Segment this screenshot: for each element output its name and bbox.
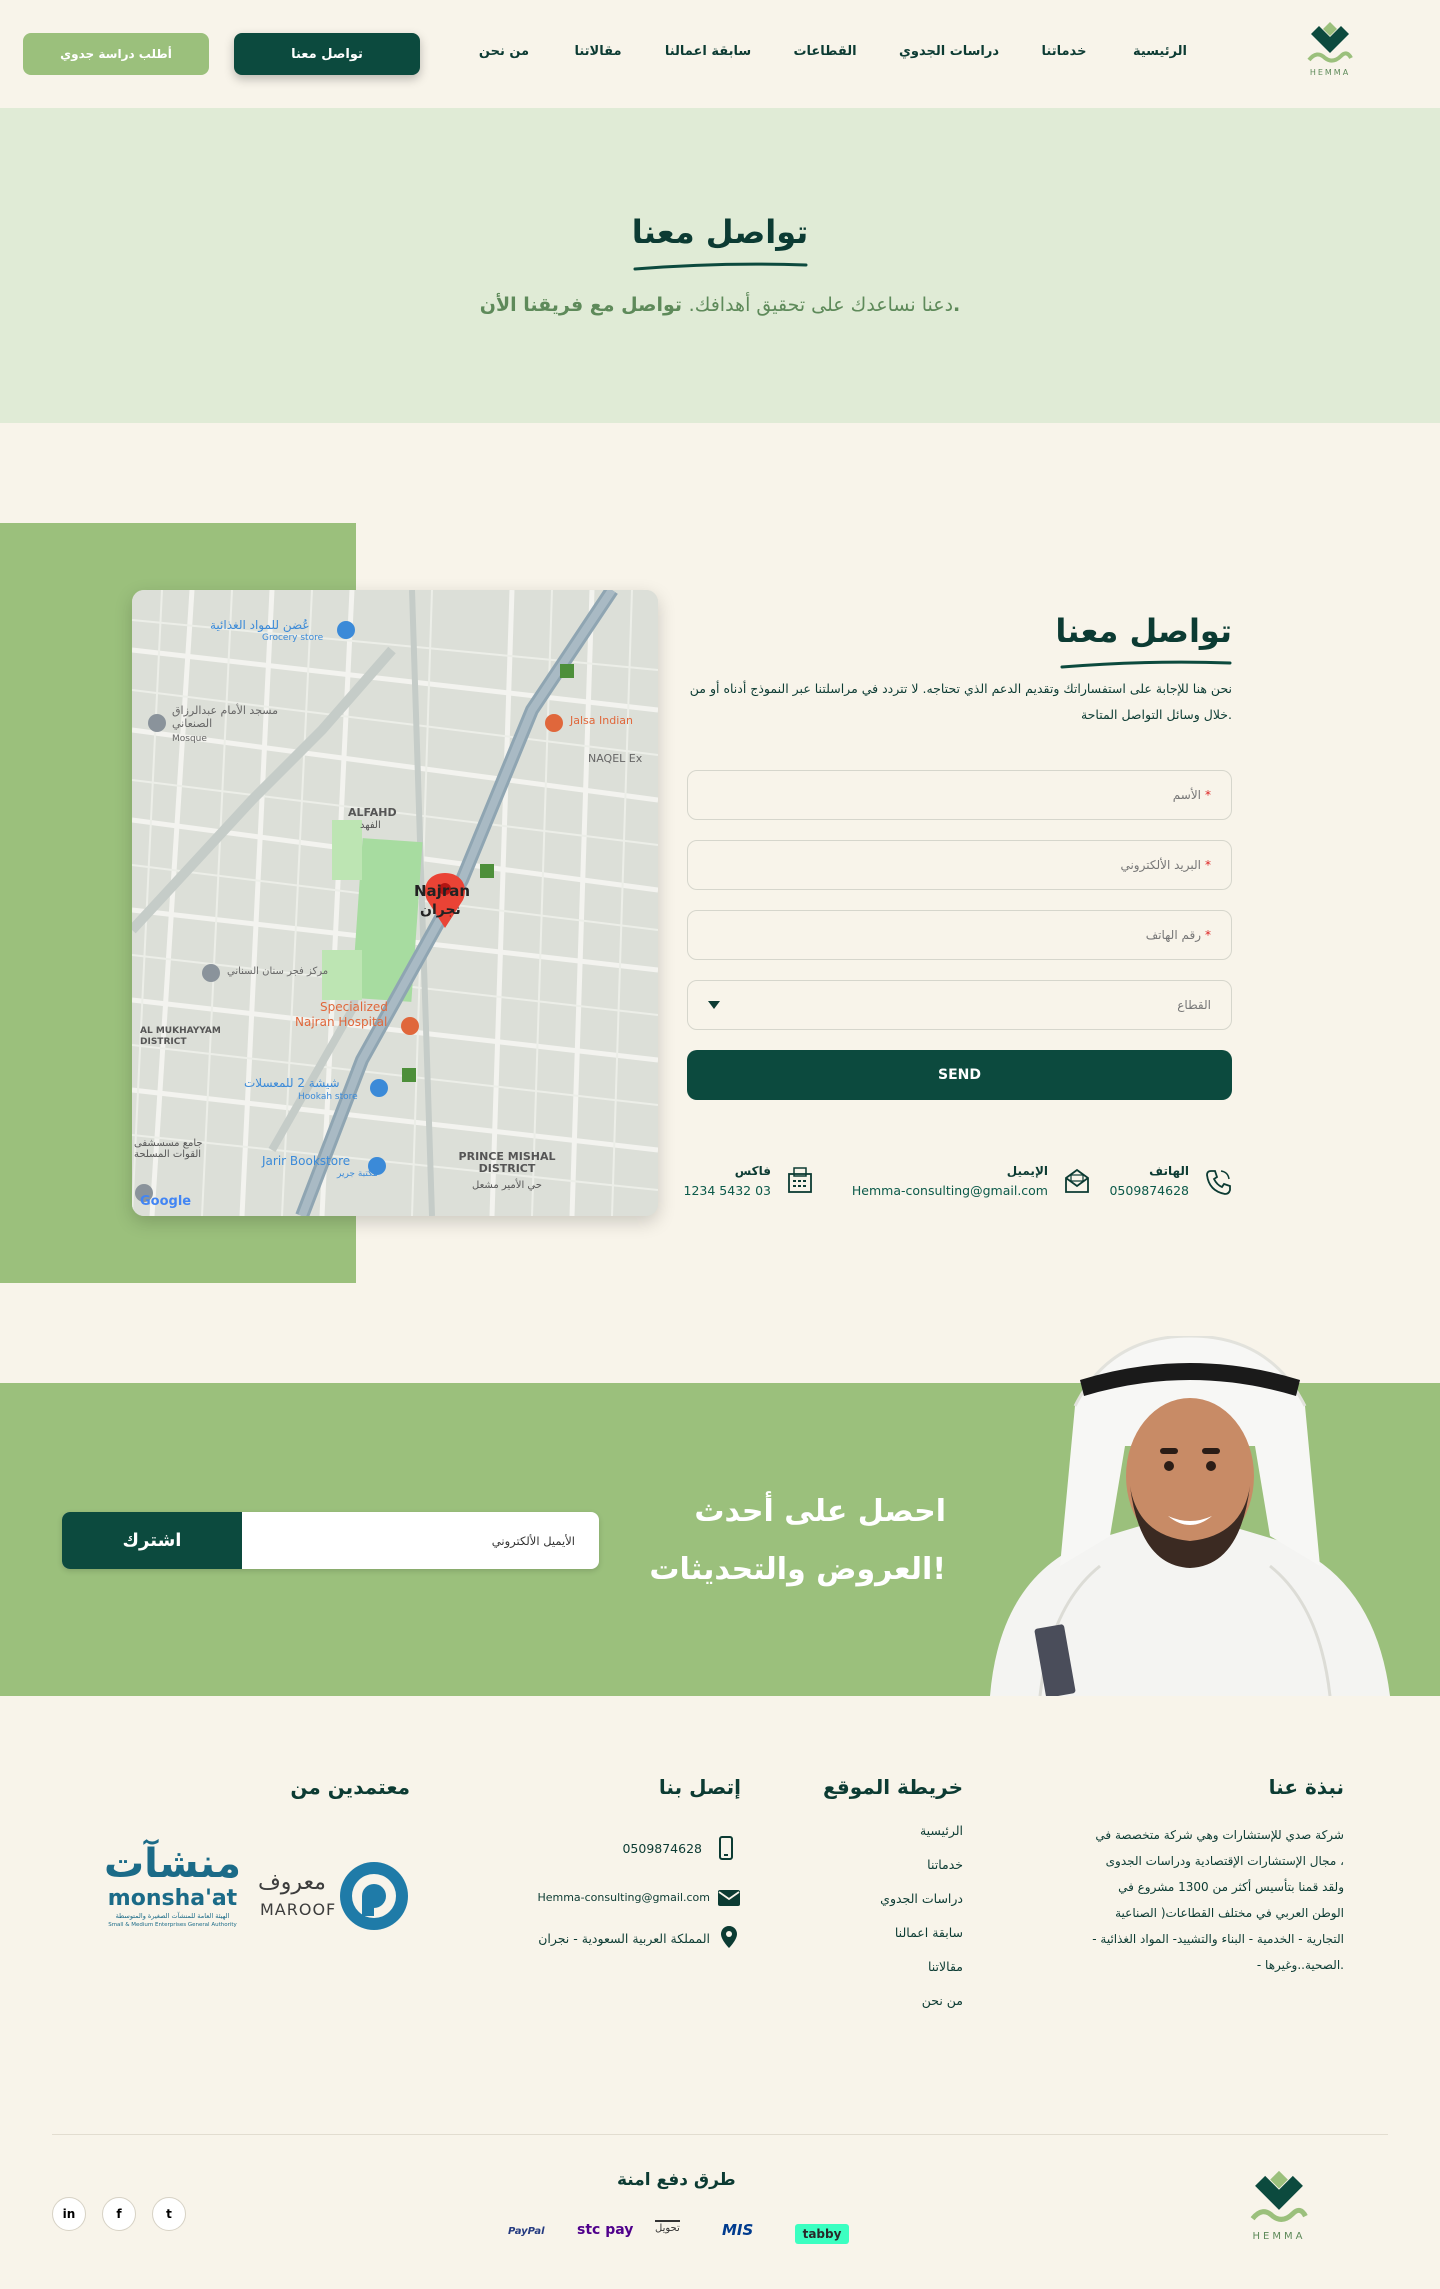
sector-select[interactable] bbox=[687, 980, 1232, 1030]
map-label: Hookah store bbox=[298, 1092, 358, 1102]
footer-phone[interactable]: 0509874628 bbox=[622, 1841, 702, 1856]
name-placeholder: الأسم bbox=[1172, 788, 1201, 802]
map-label: الفهد bbox=[360, 820, 381, 831]
footer-about-title: نبذة عنا bbox=[1268, 1775, 1344, 1799]
map-label: NAQEL Ex bbox=[588, 752, 643, 765]
map-label: نجران bbox=[420, 902, 461, 918]
map-label: Najran Hospital bbox=[295, 1015, 388, 1029]
required-mark: * bbox=[1205, 928, 1211, 942]
hero-title: تواصل معنا bbox=[631, 213, 809, 251]
about-line: - التجارية - الخدمية - البناء والتشييد- المواد الغذائية bbox=[1092, 1932, 1344, 1946]
footer-link-services[interactable]: خدماتنا bbox=[927, 1857, 963, 1872]
map-label: Najran bbox=[414, 882, 471, 900]
contact-us-button[interactable]: تواصل معنا bbox=[234, 33, 420, 75]
hero-banner bbox=[0, 108, 1440, 423]
newsletter-title-line-1: احصل على أحدث bbox=[694, 1494, 946, 1529]
about-line: مجال الإستشارات الإقتصادية ودراسات الجدوى ، bbox=[1105, 1854, 1344, 1868]
hero-subtitle-a: دعنا نساعدك على تحقيق أهدافك. bbox=[688, 294, 954, 316]
brand-logo[interactable] bbox=[1303, 20, 1357, 84]
footer-link-home[interactable]: الرئيسية bbox=[919, 1823, 963, 1838]
email-label: الإيميل bbox=[1006, 1164, 1048, 1178]
nav-services[interactable]: خدماتنا bbox=[1041, 44, 1087, 59]
envelope-icon bbox=[718, 1890, 740, 1906]
phone-icon bbox=[1203, 1167, 1233, 1197]
phone-value[interactable]: 0509874628 bbox=[1109, 1183, 1189, 1198]
hero-subtitle bbox=[0, 294, 1440, 316]
map-label: PRINCE MISHAL DISTRICT bbox=[458, 1150, 556, 1175]
transfer-logo: تحويل bbox=[655, 2220, 680, 2234]
about-line: - الصحية..وغيرها. bbox=[1256, 1958, 1344, 1972]
phone-label: الهاتف bbox=[1149, 1164, 1189, 1178]
mis-logo: MIS bbox=[722, 2221, 754, 2239]
title-underline bbox=[633, 260, 808, 272]
send-button[interactable]: SEND bbox=[687, 1050, 1232, 1100]
top-navbar bbox=[0, 0, 1440, 108]
footer-divider bbox=[52, 2134, 1388, 2135]
twitter-icon[interactable]: t bbox=[152, 2197, 186, 2231]
footer-link-feasibility[interactable]: دراسات الجدوي bbox=[880, 1891, 963, 1906]
consultant-photo bbox=[980, 1336, 1390, 1696]
maroof-ar: معروف bbox=[258, 1870, 326, 1895]
facebook-icon[interactable]: f bbox=[102, 2197, 136, 2231]
about-line: الوطن العربي في مختلف القطاعات( الصناعية bbox=[1115, 1906, 1344, 1920]
contact-title: تواصل معنا bbox=[1055, 612, 1232, 650]
map-label: Mosque bbox=[172, 734, 207, 744]
nav-feasibility[interactable]: دراسات الجدوي bbox=[898, 44, 1000, 59]
nav-about[interactable]: من نحن bbox=[478, 44, 530, 59]
subscribe-button[interactable]: اشترك bbox=[62, 1512, 242, 1569]
map-label: مسجد الأمام عبدالرزاق الصنعاني bbox=[172, 704, 278, 730]
phone-placeholder: رقم الهاتف bbox=[1145, 928, 1201, 942]
fax-value: 1234 5432 03 bbox=[683, 1183, 771, 1198]
newsletter-title bbox=[606, 1483, 946, 1599]
footer-address: المملكة العربية السعودية - نجران bbox=[538, 1931, 710, 1946]
request-study-button[interactable]: أطلب دراسة جدوي bbox=[23, 33, 209, 75]
newsletter-title-line-2: العروض والتحديثات! bbox=[649, 1552, 946, 1587]
about-line: ولقد قمنا بتأسيس أكثر من 1300 مشروع في bbox=[1118, 1880, 1344, 1894]
nav-sectors[interactable]: القطاعات bbox=[793, 44, 857, 59]
monshaat-ar: منشآت bbox=[103, 1841, 241, 1887]
linkedin-icon[interactable]: in bbox=[52, 2197, 86, 2231]
location-map[interactable] bbox=[132, 590, 658, 1216]
map-label: شيشة 2 للمعسلات bbox=[244, 1076, 340, 1090]
map-label: Jalsa Indian bbox=[570, 714, 633, 727]
contact-description: نحن هنا للإجابة على استفساراتك وتقديم الدعم الذي تحتاجه. لا تتردد في مراسلتنا عبر النموذج أدناه أو من خلال وسائل التواصل المتاحة. bbox=[689, 681, 1232, 722]
monshaat-sub: الهيئة العامة للمنشآت الصغيرة والمتوسطة bbox=[115, 1912, 230, 1920]
map-label: Jarir Bookstore bbox=[262, 1154, 351, 1168]
fax-label: فاكس bbox=[734, 1164, 771, 1178]
email-value[interactable]: Hemma-consulting@gmail.com bbox=[851, 1183, 1048, 1198]
maroof-mark-icon bbox=[340, 1860, 408, 1932]
footer-logo[interactable] bbox=[1245, 2165, 1313, 2255]
email-placeholder: البريد الألكتروني bbox=[1120, 858, 1201, 872]
required-mark: * bbox=[1205, 858, 1211, 872]
footer-about-text bbox=[1014, 1822, 1344, 1978]
map-label: عُضن للمواد الغذائية bbox=[210, 618, 310, 632]
logo-text: HEMMA bbox=[1309, 68, 1351, 77]
newsletter-email-input[interactable]: الأيميل الألكتروني bbox=[491, 1533, 575, 1548]
hero-subtitle-b: تواصل مع فريقنا الأن. bbox=[479, 294, 961, 316]
nav-articles[interactable]: مقالاتنا bbox=[574, 44, 622, 59]
caret-down-icon bbox=[708, 1001, 720, 1009]
monshaat-sub-en: Small & Medium Enterprises General Authority bbox=[108, 1922, 237, 1928]
monshaat-logo bbox=[100, 1842, 245, 1946]
footer-accredited-title: معتمدين من bbox=[290, 1775, 410, 1799]
footer-contact-title: إتصل بنا bbox=[658, 1775, 741, 1799]
logo-text: HEMMA bbox=[1252, 2231, 1306, 2242]
maroof-logo bbox=[258, 1860, 408, 1934]
tabby-logo: tabby bbox=[795, 2224, 849, 2244]
footer-email[interactable]: Hemma-consulting@gmail.com bbox=[537, 1891, 710, 1904]
stcpay-logo: stc pay bbox=[577, 2222, 634, 2238]
footer-link-articles[interactable]: مقالاتنا bbox=[927, 1959, 963, 1974]
map-label: جامع مسسشفى القوات المسلحة bbox=[134, 1138, 203, 1160]
logo-mark-icon bbox=[1245, 2165, 1313, 2227]
footer-link-about[interactable]: من نحن bbox=[921, 1993, 963, 2008]
nav-portfolio[interactable]: سابقة اعمالنا bbox=[664, 44, 752, 59]
phone-field[interactable] bbox=[687, 910, 1232, 960]
footer-sitemap-title: خريطة الموقع bbox=[822, 1775, 963, 1799]
map-label: AL MUKHAYYAM DISTRICT bbox=[140, 1026, 221, 1047]
map-label: Grocery store bbox=[262, 633, 324, 643]
maroof-en: MAROOF bbox=[260, 1900, 337, 1919]
map-label: مركز فجر سنان السناني bbox=[227, 966, 329, 977]
mail-open-icon bbox=[1063, 1167, 1091, 1195]
google-logo: Google bbox=[140, 1194, 192, 1209]
required-mark: * bbox=[1205, 788, 1211, 802]
monshaat-en: monsha'at bbox=[107, 1886, 238, 1911]
map-label: حي الأمير مشعل bbox=[472, 1180, 542, 1191]
map-canvas bbox=[132, 590, 658, 1216]
name-field[interactable] bbox=[687, 770, 1232, 820]
email-field[interactable] bbox=[687, 840, 1232, 890]
map-label: مكتبة جرير bbox=[337, 1169, 378, 1179]
fax-icon bbox=[787, 1166, 813, 1194]
paypal-logo: PayPal bbox=[508, 2226, 545, 2237]
logo-mark-icon bbox=[1303, 20, 1357, 64]
footer-link-portfolio[interactable]: سابقة اعمالنا bbox=[894, 1925, 963, 1940]
map-label: Specialized bbox=[320, 1000, 388, 1014]
about-line: شركة صدي للإستشارات وهي شركة متخصصة في bbox=[1095, 1828, 1344, 1842]
newsletter-form bbox=[62, 1512, 599, 1569]
map-label: ALFAHD bbox=[348, 806, 397, 819]
mobile-icon bbox=[719, 1836, 733, 1860]
location-pin-icon bbox=[721, 1926, 737, 1948]
sector-placeholder: القطاع bbox=[1177, 998, 1211, 1012]
contact-title-underline bbox=[1060, 658, 1232, 670]
nav-home[interactable]: الرئيسية bbox=[1132, 44, 1188, 59]
payment-title: طرق دفع امنة bbox=[617, 2170, 736, 2190]
